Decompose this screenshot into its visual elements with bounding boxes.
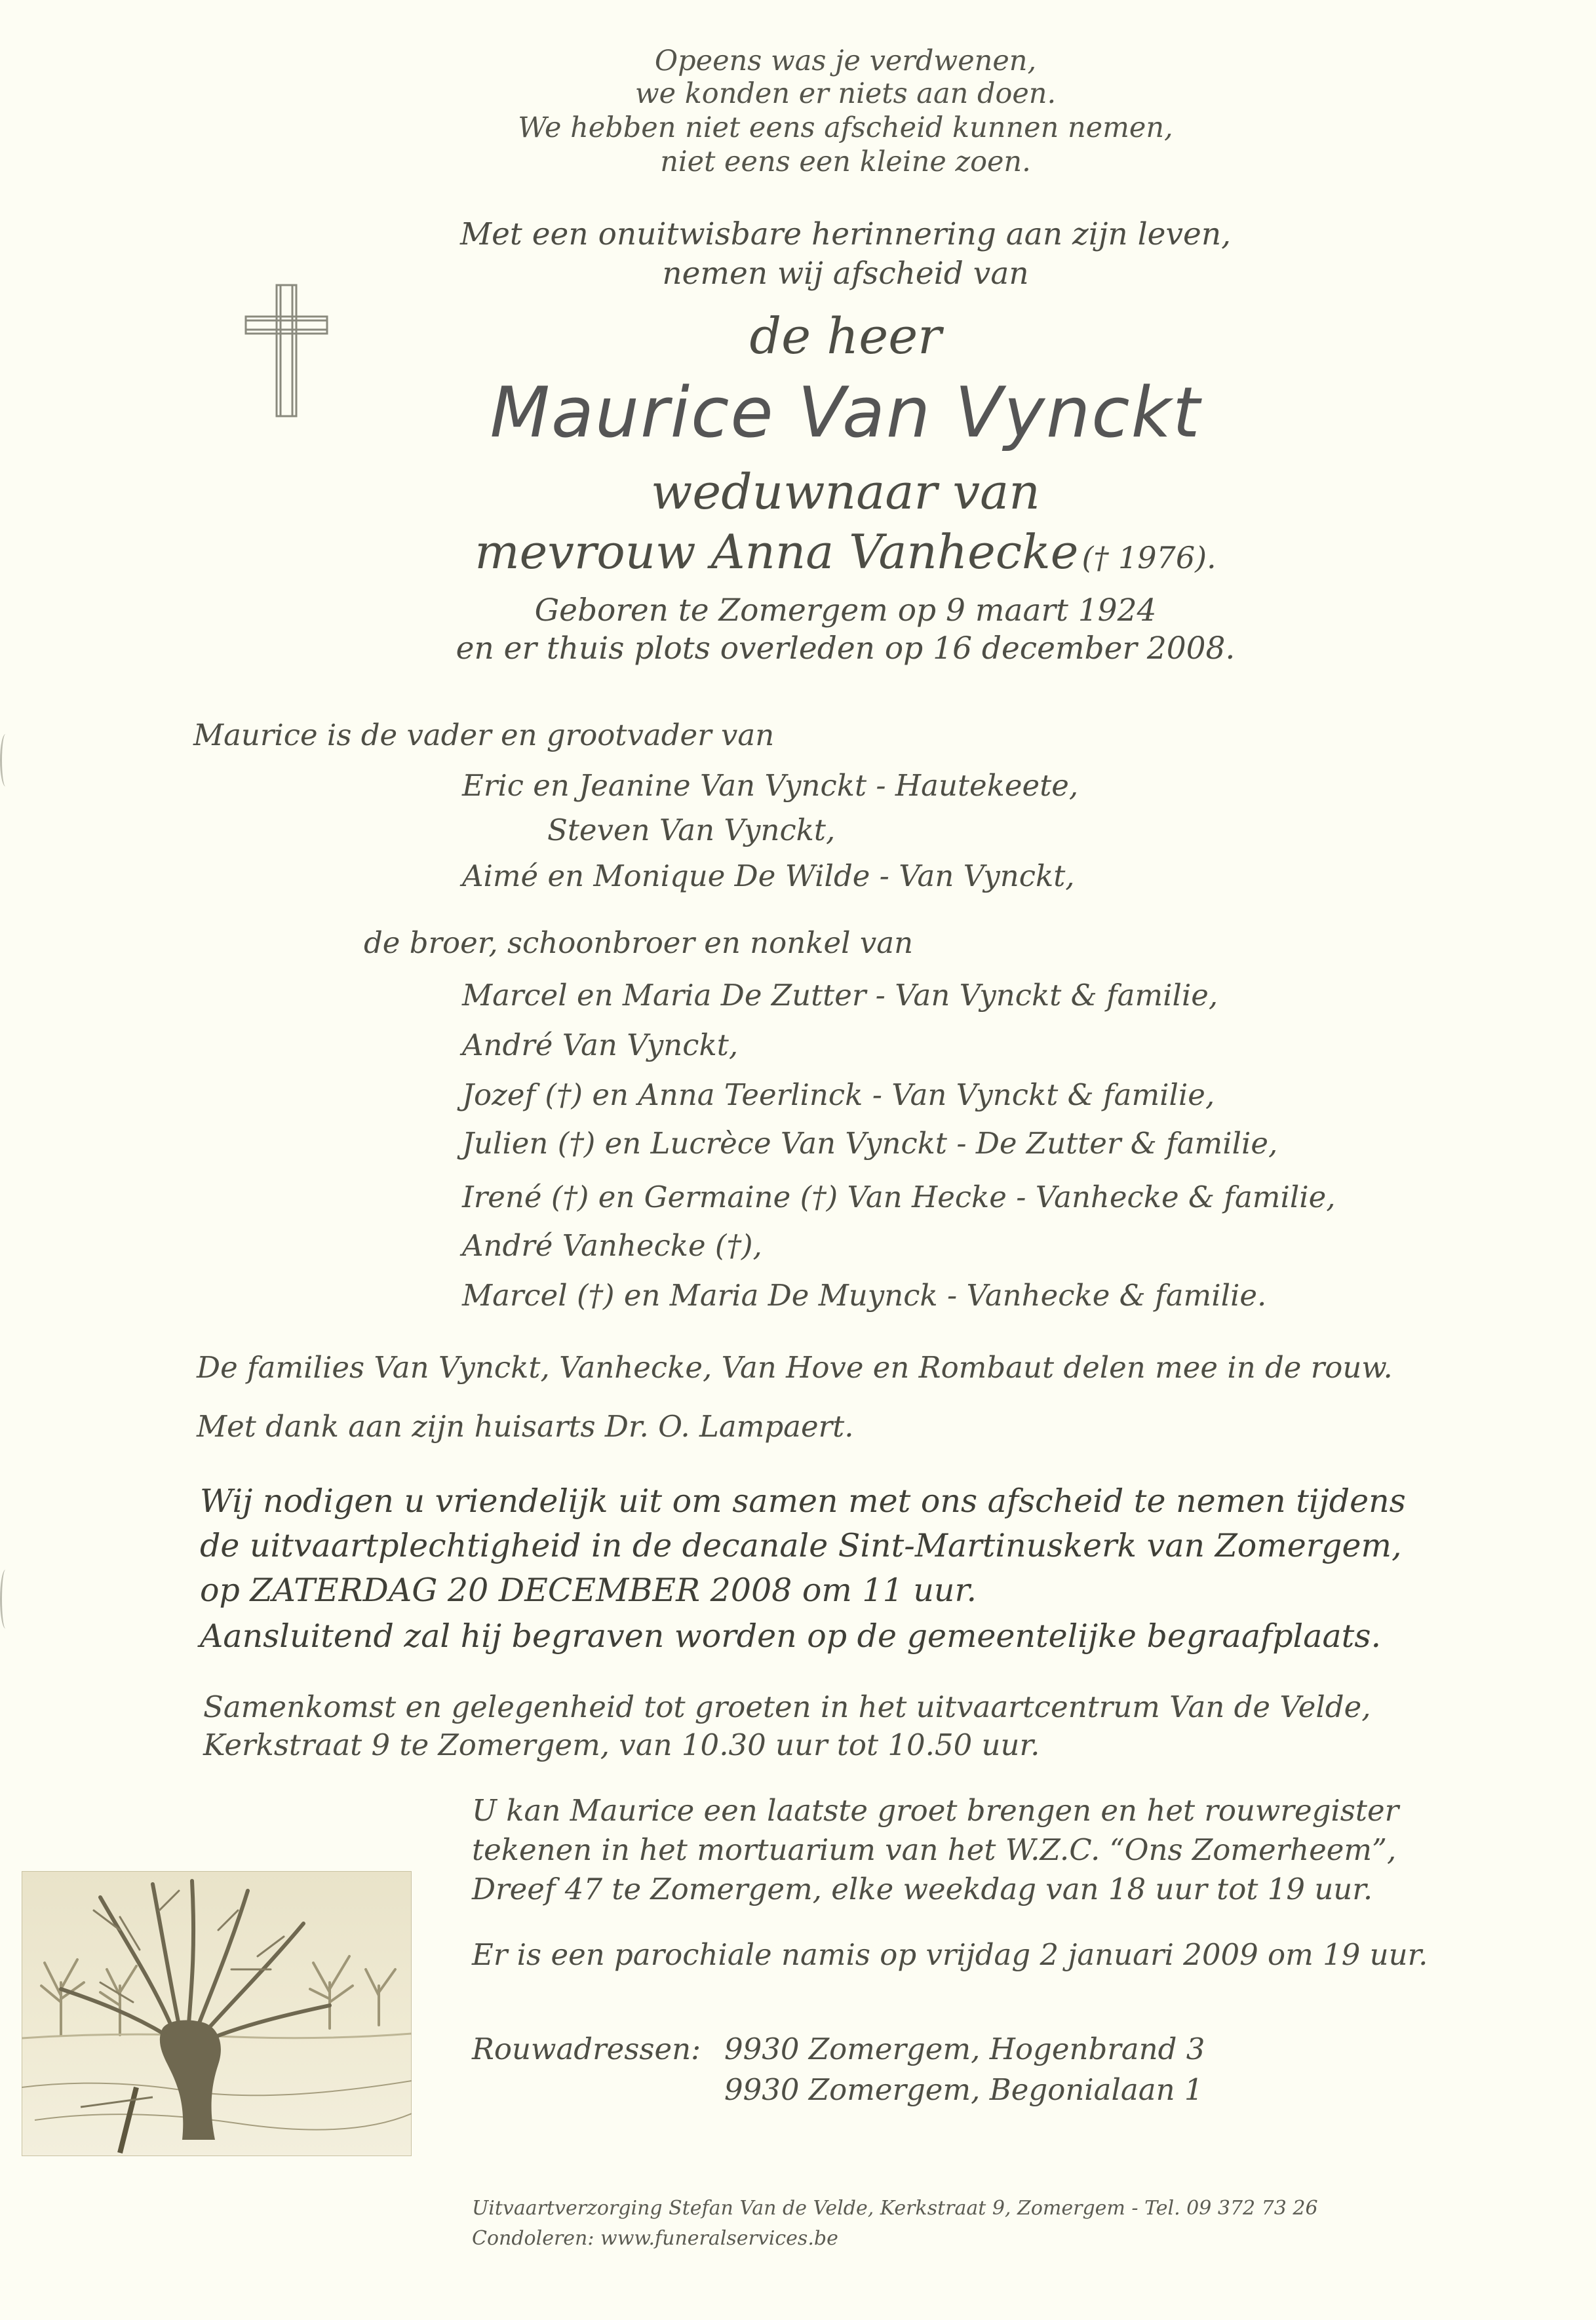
gathering-line: Samenkomst en gelegenheid tot groeten in het uitvaartcentrum Van de Velde, bbox=[203, 1690, 1371, 1724]
spouse-name: mevrouw Anna Vanhecke bbox=[475, 524, 1079, 579]
title: de heer bbox=[749, 307, 942, 365]
families-line: De families Van Vynckt, Vanhecke, Van Hove en Rombaut delen mee in de rouw. bbox=[197, 1350, 1393, 1385]
poem-line: We hebben niet eens afscheid kunnen nemen, bbox=[518, 111, 1173, 144]
spouse-line bbox=[475, 524, 1216, 579]
sibling-line: Julien (†) en Lucrèce Van Vynckt - De Zutter & familie, bbox=[462, 1126, 1278, 1161]
intro-line: nemen wij afscheid van bbox=[662, 256, 1029, 292]
spouse-death: († 1976). bbox=[1081, 540, 1216, 575]
sibling-line: Marcel en Maria De Zutter - Van Vynckt & familie, bbox=[462, 978, 1218, 1013]
child-line: Eric en Jeanine Van Vynckt - Hautekeete, bbox=[462, 768, 1079, 803]
footer-line: Uitvaartverzorging Stefan Van de Velde, Kerkstraat 9, Zomergem - Tel. 09 372 73 26 bbox=[472, 2197, 1318, 2220]
invitation-line: de uitvaartplechtigheid in de decanale Sint-Martinuskerk van Zomergem, bbox=[200, 1527, 1402, 1564]
cross-icon bbox=[244, 284, 329, 418]
poem-line: we konden er niets aan doen. bbox=[634, 77, 1057, 110]
sibling-line: André Van Vynckt, bbox=[462, 1028, 739, 1062]
child-line: Aimé en Monique De Wilde - Van Vynckt, bbox=[462, 859, 1075, 893]
visit-line: Dreef 47 te Zomergem, elke weekdag van 18 uur tot 19 uur. bbox=[472, 1872, 1373, 1906]
intro-line: Met een onuitwisbare herinnering aan zijn leven, bbox=[459, 216, 1232, 252]
invitation-line: Aansluitend zal hij begraven worden op de gemeentelijke begraafplaats. bbox=[200, 1617, 1382, 1655]
sibling-line: Irené (†) en Germaine (†) Van Hecke - Vanhecke & familie, bbox=[462, 1180, 1336, 1214]
sibling-line: Marcel (†) en Maria De Muynck - Vanhecke & familie. bbox=[462, 1278, 1267, 1313]
child-line: Steven Van Vynckt, bbox=[547, 813, 836, 847]
siblings-intro: de broer, schoonbroer en nonkel van bbox=[364, 925, 914, 960]
address-line: 9930 Zomergem, Hogenbrand 3 bbox=[724, 2032, 1205, 2066]
sibling-line: Jozef (†) en Anna Teerlinck - Van Vynckt & familie, bbox=[462, 1077, 1215, 1112]
mass-line: Er is een parochiale namis op vrijdag 2 januari 2009 om 19 uur. bbox=[472, 1937, 1428, 1972]
binding-mark-bottom bbox=[0, 1570, 11, 1629]
visit-line: U kan Maurice een laatste groet brengen en het rouwregister bbox=[472, 1793, 1399, 1828]
footer-line: Condoleren: www.funeralservices.be bbox=[472, 2227, 838, 2250]
deceased-name: Maurice Van Vynckt bbox=[490, 372, 1201, 453]
poem-line: Opeens was je verdwenen, bbox=[654, 45, 1037, 77]
visit-line: tekenen in het mortuarium van het W.Z.C. “Ons Zomerheem”, bbox=[472, 1832, 1397, 1867]
poem-line: niet eens een kleine zoen. bbox=[660, 145, 1031, 178]
addresses-label: Rouwadressen: bbox=[472, 2032, 701, 2066]
thanks-line: Met dank aan zijn huisarts Dr. O. Lampaert. bbox=[197, 1409, 854, 1444]
invitation-line: op ZATERDAG 20 DECEMBER 2008 om 11 uur. bbox=[200, 1572, 977, 1609]
gathering-line: Kerkstraat 9 te Zomergem, van 10.30 uur tot 10.50 uur. bbox=[203, 1728, 1040, 1762]
widower-label: weduwnaar van bbox=[651, 464, 1040, 520]
sibling-line: André Vanhecke (†), bbox=[462, 1228, 762, 1263]
invitation-line: Wij nodigen u vriendelijk uit om samen met ons afscheid te nemen tijdens bbox=[200, 1482, 1406, 1520]
children-intro: Maurice is de vader en grootvader van bbox=[193, 718, 775, 752]
birth-line: Geboren te Zomergem op 9 maart 1924 bbox=[534, 592, 1157, 628]
willow-tree-winter-photo bbox=[22, 1871, 412, 2156]
address-line: 9930 Zomergem, Begonialaan 1 bbox=[724, 2072, 1203, 2107]
death-line: en er thuis plots overleden op 16 december 2008. bbox=[456, 630, 1236, 667]
binding-mark-top bbox=[0, 734, 11, 786]
